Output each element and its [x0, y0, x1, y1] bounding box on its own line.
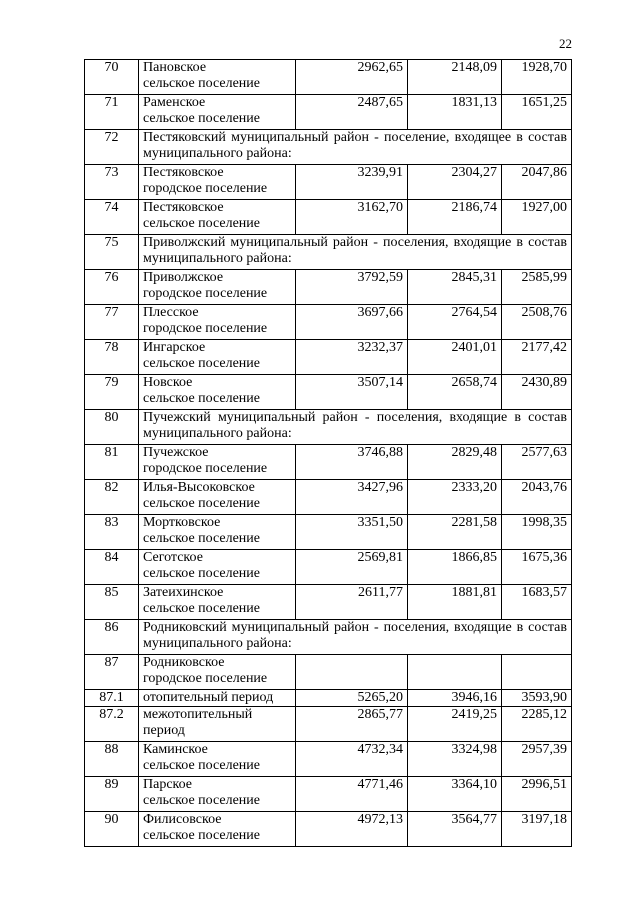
- row-number: 76: [85, 270, 139, 305]
- settlement-name-line: городское поселение: [143, 671, 268, 686]
- settlement-name-line: Родниковское: [143, 655, 225, 670]
- row-number: 87.2: [85, 707, 139, 742]
- row-number: 90: [85, 812, 139, 847]
- table-row: [85, 777, 572, 812]
- row-number: 74: [85, 200, 139, 235]
- settlement-name: [139, 550, 296, 585]
- settlement-name: [139, 690, 296, 707]
- value-cell-1: 3746,88: [296, 445, 408, 480]
- table-section-row: [85, 620, 572, 655]
- settlement-name-line: сельское поселение: [143, 793, 260, 808]
- table-row: [85, 742, 572, 777]
- table-row: [85, 445, 572, 480]
- settlement-name: [139, 480, 296, 515]
- settlement-name-line: Плесское: [143, 305, 199, 320]
- table-row: [85, 550, 572, 585]
- value-cell-1: 4771,46: [296, 777, 408, 812]
- table-section-row: [85, 130, 572, 165]
- table-row: [85, 480, 572, 515]
- row-number: 81: [85, 445, 139, 480]
- value-cell-1: 4732,34: [296, 742, 408, 777]
- settlement-name-line: сельское поселение: [143, 531, 260, 546]
- value-cell-3: 1928,70: [502, 60, 572, 95]
- value-cell-3: 2177,42: [502, 340, 572, 375]
- value-cell-3: 2285,12: [502, 707, 572, 742]
- settlement-name-line: Пучежское: [143, 445, 209, 460]
- row-number: 72: [85, 130, 139, 165]
- value-cell-2: 2419,25: [408, 707, 502, 742]
- settlement-name-line: сельское поселение: [143, 391, 260, 406]
- value-cell-1: 3351,50: [296, 515, 408, 550]
- value-cell-2: 3364,10: [408, 777, 502, 812]
- value-cell-1: 3162,70: [296, 200, 408, 235]
- settlement-name: [139, 305, 296, 340]
- settlement-name: [139, 777, 296, 812]
- value-cell-1: 2611,77: [296, 585, 408, 620]
- value-cell-2: 2401,01: [408, 340, 502, 375]
- value-cell-3: 1651,25: [502, 95, 572, 130]
- value-cell-3: 1998,35: [502, 515, 572, 550]
- page-number: 22: [559, 36, 572, 51]
- value-cell-2: 2304,27: [408, 165, 502, 200]
- settlement-name-line: городское поселение: [143, 286, 268, 301]
- settlement-name-line: Приволжское: [143, 270, 224, 285]
- table-section-row: [85, 235, 572, 270]
- value-cell-1: 2569,81: [296, 550, 408, 585]
- settlement-name-line: городское поселение: [143, 321, 268, 336]
- row-number: 82: [85, 480, 139, 515]
- row-number: 79: [85, 375, 139, 410]
- settlement-name: [139, 375, 296, 410]
- section-heading: Пучежский муниципальный район - поселения, входящие в состав муниципального района:: [139, 410, 572, 445]
- settlement-name: [139, 270, 296, 305]
- table-row: [85, 340, 572, 375]
- row-number: 84: [85, 550, 139, 585]
- value-cell-2: 1831,13: [408, 95, 502, 130]
- value-cell-2: 2764,54: [408, 305, 502, 340]
- row-number: 83: [85, 515, 139, 550]
- value-cell-2: [408, 655, 502, 690]
- value-cell-1: 3697,66: [296, 305, 408, 340]
- settlement-name-line: сельское поселение: [143, 758, 260, 773]
- value-cell-2: 2829,48: [408, 445, 502, 480]
- table-row: [85, 305, 572, 340]
- tariff-table: [84, 59, 572, 847]
- value-cell-3: 1927,00: [502, 200, 572, 235]
- settlement-name: [139, 200, 296, 235]
- row-number: 87: [85, 655, 139, 690]
- table-row: [85, 655, 572, 690]
- value-cell-3: 2996,51: [502, 777, 572, 812]
- row-number: 75: [85, 235, 139, 270]
- settlement-name-line: сельское поселение: [143, 356, 260, 371]
- value-cell-3: [502, 655, 572, 690]
- settlement-name-line: городское поселение: [143, 181, 268, 196]
- value-cell-3: 2047,86: [502, 165, 572, 200]
- settlement-name: [139, 165, 296, 200]
- row-number: 87.1: [85, 690, 139, 707]
- row-number: 88: [85, 742, 139, 777]
- settlement-name: [139, 742, 296, 777]
- table-row: [85, 165, 572, 200]
- settlement-name-line: сельское поселение: [143, 601, 260, 616]
- value-cell-2: 2333,20: [408, 480, 502, 515]
- settlement-name: [139, 515, 296, 550]
- section-heading: Пестяковский муниципальный район - поселение, входящее в состав муниципального района:: [139, 130, 572, 165]
- value-cell-2: 2148,09: [408, 60, 502, 95]
- settlement-name-line: Илья-Высоковское: [143, 480, 255, 495]
- settlement-name: [139, 812, 296, 847]
- table-row: [85, 812, 572, 847]
- value-cell-3: 2043,76: [502, 480, 572, 515]
- value-cell-3: 2430,89: [502, 375, 572, 410]
- row-number: 89: [85, 777, 139, 812]
- settlement-name: [139, 707, 296, 742]
- row-number: 85: [85, 585, 139, 620]
- table-row: [85, 585, 572, 620]
- value-cell-1: 5265,20: [296, 690, 408, 707]
- settlement-name-line: Пестяковское: [143, 200, 224, 215]
- value-cell-3: 3593,90: [502, 690, 572, 707]
- value-cell-1: 3239,91: [296, 165, 408, 200]
- row-number: 73: [85, 165, 139, 200]
- settlement-name-line: Филисовское: [143, 812, 222, 827]
- table-row: [85, 270, 572, 305]
- settlement-name-line: межотопительный: [143, 707, 253, 722]
- value-cell-2: 3564,77: [408, 812, 502, 847]
- table-row: [85, 375, 572, 410]
- value-cell-3: 1683,57: [502, 585, 572, 620]
- row-number: 86: [85, 620, 139, 655]
- settlement-name-line: Сеготское: [143, 550, 203, 565]
- row-number: 77: [85, 305, 139, 340]
- value-cell-1: 3792,59: [296, 270, 408, 305]
- value-cell-1: 3507,14: [296, 375, 408, 410]
- settlement-name-line: сельское поселение: [143, 76, 260, 91]
- table-body: [85, 60, 572, 847]
- value-cell-2: 3324,98: [408, 742, 502, 777]
- settlement-name-line: сельское поселение: [143, 216, 260, 231]
- settlement-name-line: Раменское: [143, 95, 206, 110]
- settlement-name-line: Мортковское: [143, 515, 221, 530]
- table-row: [85, 690, 572, 707]
- value-cell-3: 2957,39: [502, 742, 572, 777]
- settlement-name-line: Пестяковское: [143, 165, 224, 180]
- table-section-row: [85, 410, 572, 445]
- value-cell-2: 2658,74: [408, 375, 502, 410]
- row-number: 78: [85, 340, 139, 375]
- value-cell-2: 2281,58: [408, 515, 502, 550]
- section-heading: Приволжский муниципальный район - поселения, входящие в состав муниципального района:: [139, 235, 572, 270]
- settlement-name-line: Каминское: [143, 742, 208, 757]
- value-cell-2: 3946,16: [408, 690, 502, 707]
- value-cell-1: [296, 655, 408, 690]
- value-cell-1: 3232,37: [296, 340, 408, 375]
- value-cell-1: 3427,96: [296, 480, 408, 515]
- settlement-name-line: отопительный период: [143, 690, 274, 705]
- table-row: [85, 60, 572, 95]
- value-cell-3: 3197,18: [502, 812, 572, 847]
- value-cell-2: 1881,81: [408, 585, 502, 620]
- settlement-name: [139, 60, 296, 95]
- settlement-name-line: сельское поселение: [143, 828, 260, 843]
- settlement-name-line: Парское: [143, 777, 193, 792]
- table-row: [85, 200, 572, 235]
- table-row: [85, 707, 572, 742]
- value-cell-1: 2487,65: [296, 95, 408, 130]
- settlement-name-line: Новское: [143, 375, 193, 390]
- value-cell-1: 4972,13: [296, 812, 408, 847]
- value-cell-1: 2962,65: [296, 60, 408, 95]
- row-number: 70: [85, 60, 139, 95]
- settlement-name-line: сельское поселение: [143, 566, 260, 581]
- settlement-name-line: период: [143, 723, 185, 738]
- settlement-name-line: сельское поселение: [143, 111, 260, 126]
- value-cell-1: 2865,77: [296, 707, 408, 742]
- value-cell-2: 1866,85: [408, 550, 502, 585]
- row-number: 71: [85, 95, 139, 130]
- row-number: 80: [85, 410, 139, 445]
- settlement-name: [139, 445, 296, 480]
- settlement-name: [139, 95, 296, 130]
- value-cell-3: 2508,76: [502, 305, 572, 340]
- settlement-name-line: Ингарское: [143, 340, 206, 355]
- value-cell-2: 2186,74: [408, 200, 502, 235]
- section-heading: Родниковский муниципальный район - поселения, входящие в состав муниципального района:: [139, 620, 572, 655]
- settlement-name: [139, 655, 296, 690]
- table-row: [85, 95, 572, 130]
- value-cell-3: 2577,63: [502, 445, 572, 480]
- settlement-name-line: Пановское: [143, 60, 207, 75]
- settlement-name-line: городское поселение: [143, 461, 268, 476]
- settlement-name-line: Затеихинское: [143, 585, 224, 600]
- settlement-name: [139, 340, 296, 375]
- settlement-name: [139, 585, 296, 620]
- value-cell-2: 2845,31: [408, 270, 502, 305]
- table-row: [85, 515, 572, 550]
- value-cell-3: 1675,36: [502, 550, 572, 585]
- settlement-name-line: сельское поселение: [143, 496, 260, 511]
- value-cell-3: 2585,99: [502, 270, 572, 305]
